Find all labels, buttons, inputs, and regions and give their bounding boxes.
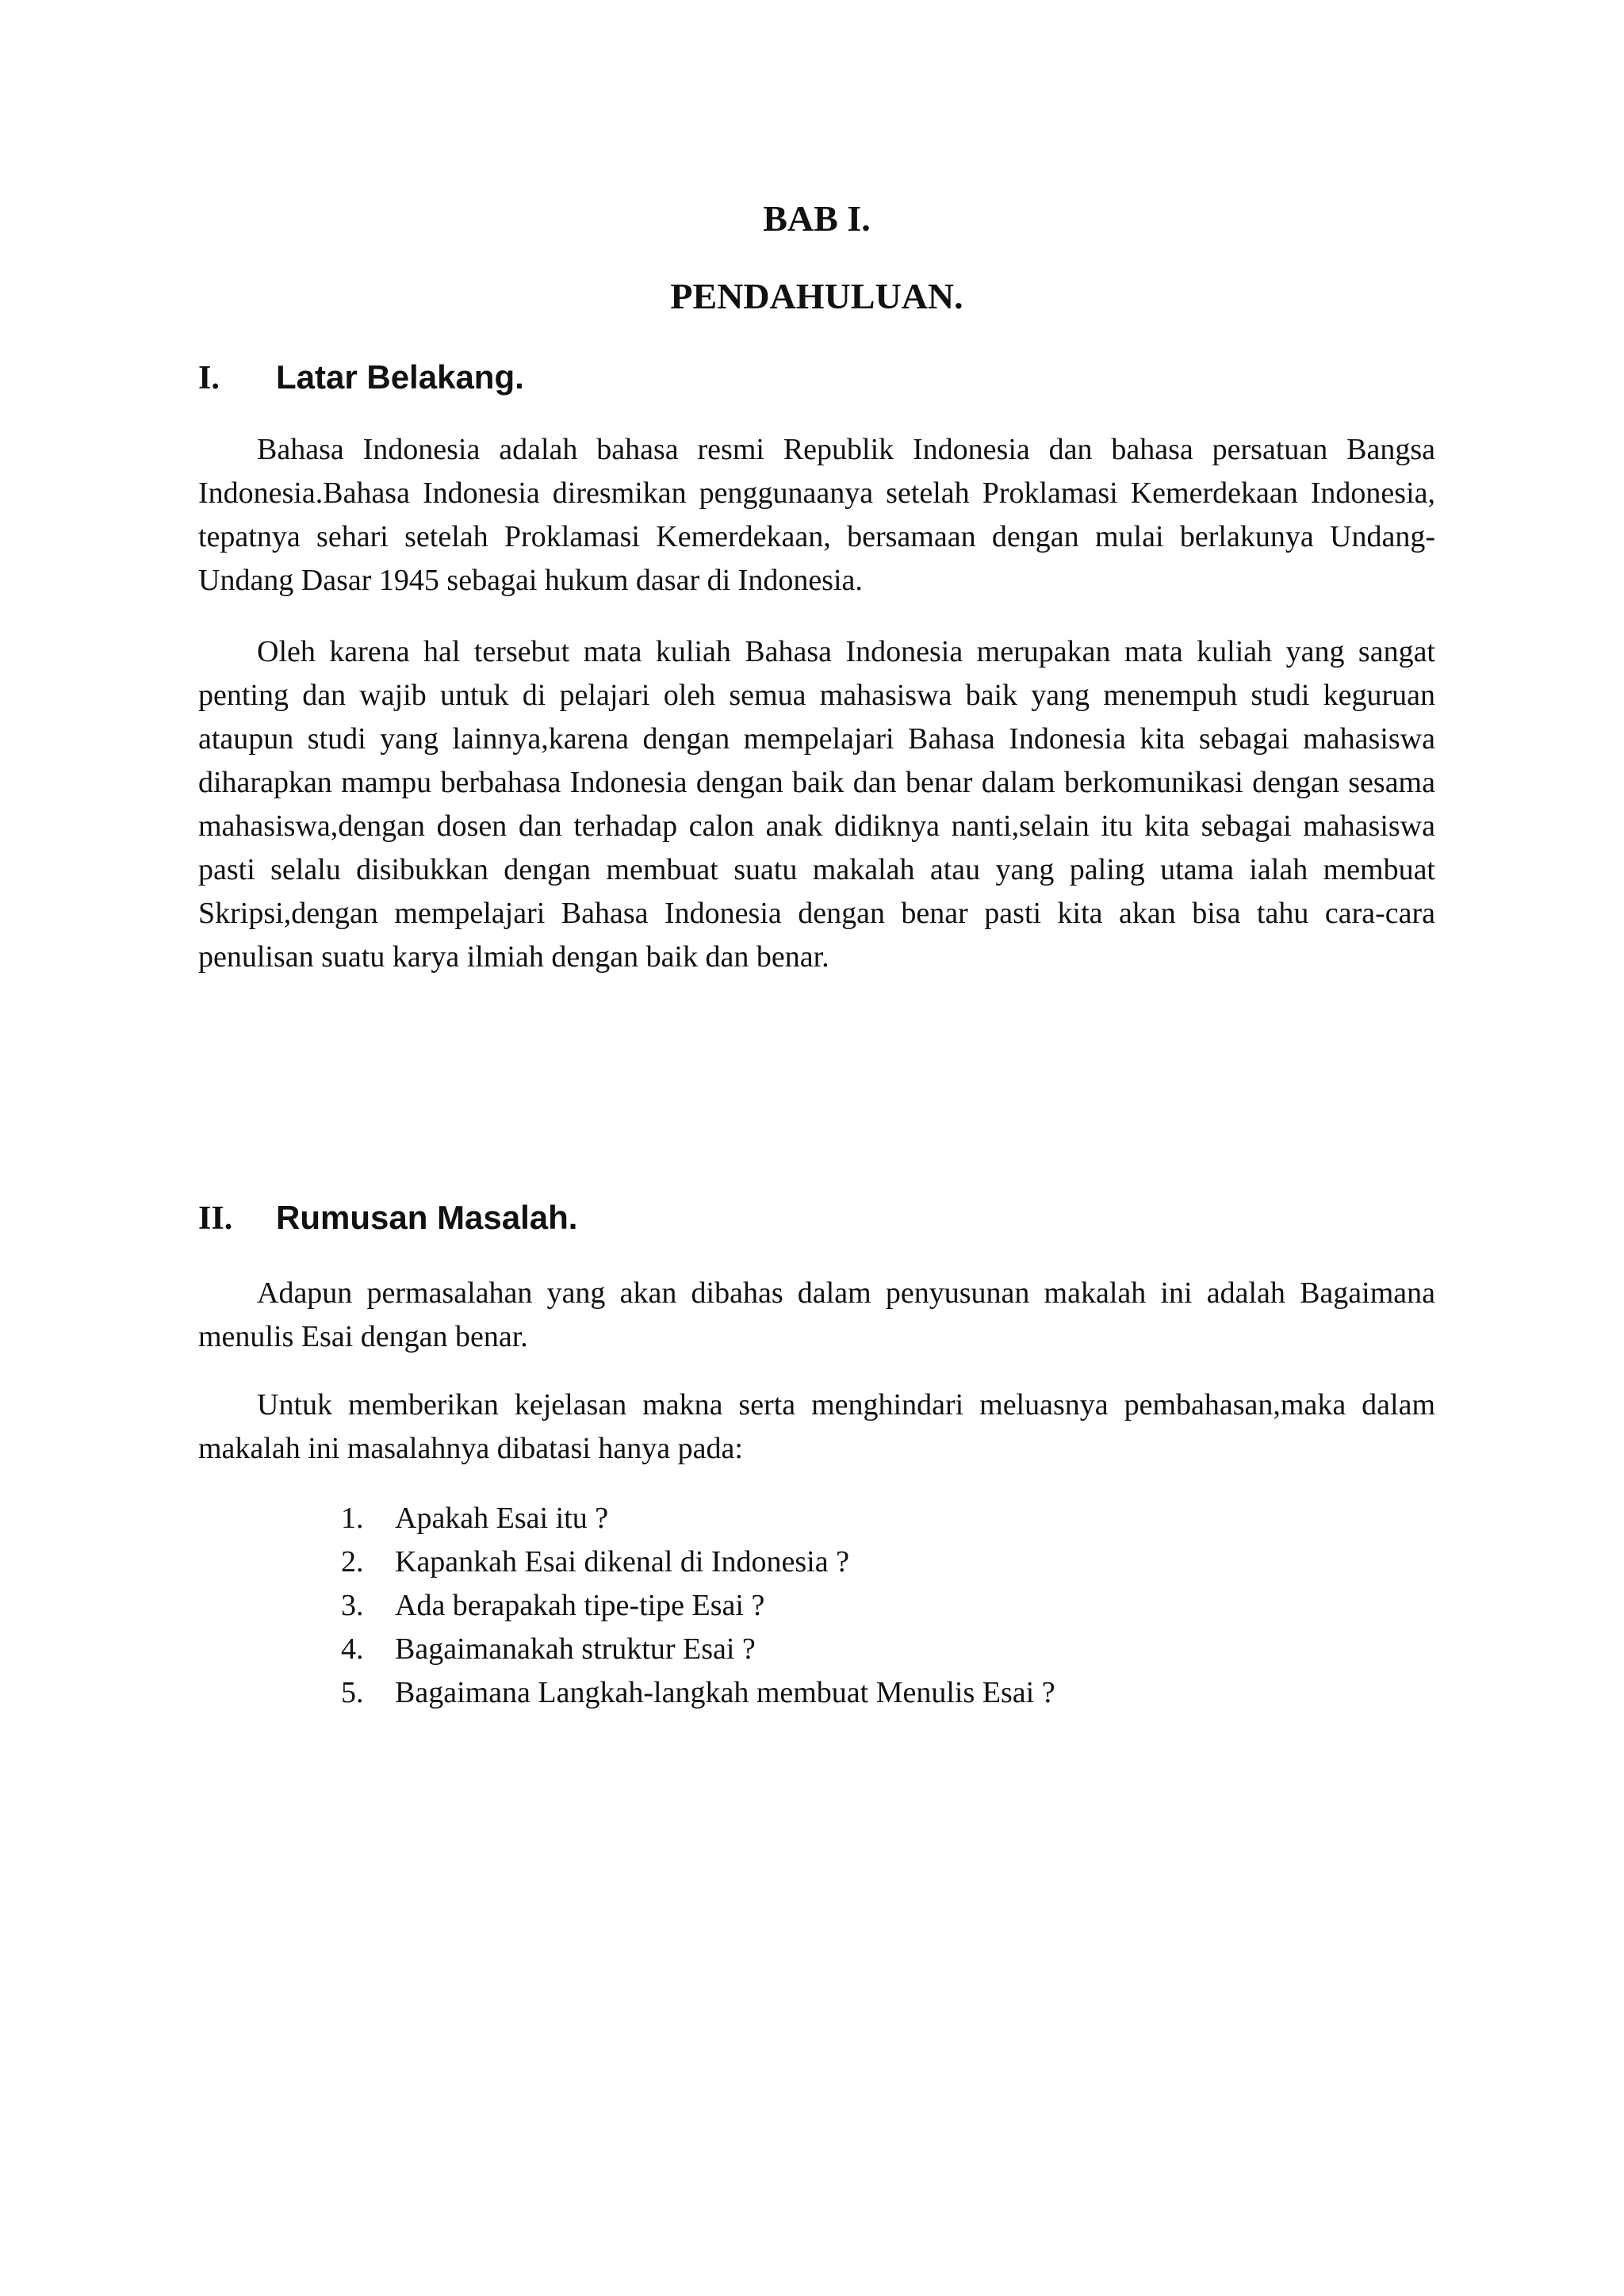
section-heading-latar-belakang [198,355,524,400]
chapter-title: PENDAHULUAN. [670,276,963,316]
paragraph: Adapun permasalahan yang akan dibahas dalam penyusunan makalah ini adalah Bagaimana menulis Esai dengan benar. [198,1276,1435,1353]
list-item-text: Kapankah Esai dikenal di Indonesia ? [395,1545,849,1578]
section-heading-rumusan-masalah [198,1196,577,1241]
list-item-number: 4. [341,1632,364,1666]
section-number: II. [198,1200,233,1237]
section-number: I. [198,360,220,396]
list-item-text: Bagaimanakah struktur Esai ? [395,1632,756,1666]
list-item-number: 1. [341,1502,364,1535]
section-title: Rumusan Masalah. [276,1199,578,1236]
list-item [341,1628,1055,1671]
section-title: Latar Belakang. [276,358,524,396]
list-item-number: 3. [341,1589,364,1622]
list-item-text: Ada berapakah tipe-tipe Esai ? [395,1589,765,1622]
list-item-text: Bagaimana Langkah-langkah membuat Menulis Esai ? [395,1676,1055,1709]
list-item [341,1584,1055,1628]
list-item [341,1497,1055,1540]
list-item-number: 2. [341,1545,364,1578]
chapter-number: BAB I. [763,198,871,239]
list-item-text: Apakah Esai itu ? [395,1502,609,1535]
list-item-number: 5. [341,1676,364,1709]
paragraph: Oleh karena hal tersebut mata kuliah Bahasa Indonesia merupakan mata kuliah yang sangat penting dan wajib untuk di pelajari oleh semua mahasiswa baik yang menempuh studi keguruan ataupun studi yang lainnya,karena dengan mempelajari Bahasa Indonesia kita sebagai mahasiswa diharapkan mampu berbahasa Indonesia dengan baik dan benar dalam berkomunikasi dengan sesama mahasiswa,dengan dosen dan terhadap calon anak didiknya nanti,selain itu kita sebagai mahasiswa pasti selalu disibukkan dengan membuat suatu makalah atau yang paling utama ialah membuat Skripsi,dengan mempelajari Bahasa Indonesia dengan benar pasti kita akan bisa tahu cara-cara penulisan suatu karya ilmiah dengan baik dan benar. [198,635,1435,974]
problem-list [341,1497,1055,1715]
paragraph: Untuk memberikan kejelasan makna serta menghindari meluasnya pembahasan,maka dalam makalah ini masalahnya dibatasi hanya pada: [198,1388,1435,1465]
paragraph: Bahasa Indonesia adalah bahasa resmi Republik Indonesia dan bahasa persatuan Bangsa Indonesia.Bahasa Indonesia diresmikan penggunaanya setelah Proklamasi Kemerdekaan Indonesia, tepatnya sehari setelah Proklamasi Kemerdekaan, bersamaan dengan mulai berlakunya Undang-Undang Dasar 1945 sebagai hukum dasar di Indonesia. [198,433,1435,597]
list-item [341,1540,1055,1584]
list-item [341,1671,1055,1715]
